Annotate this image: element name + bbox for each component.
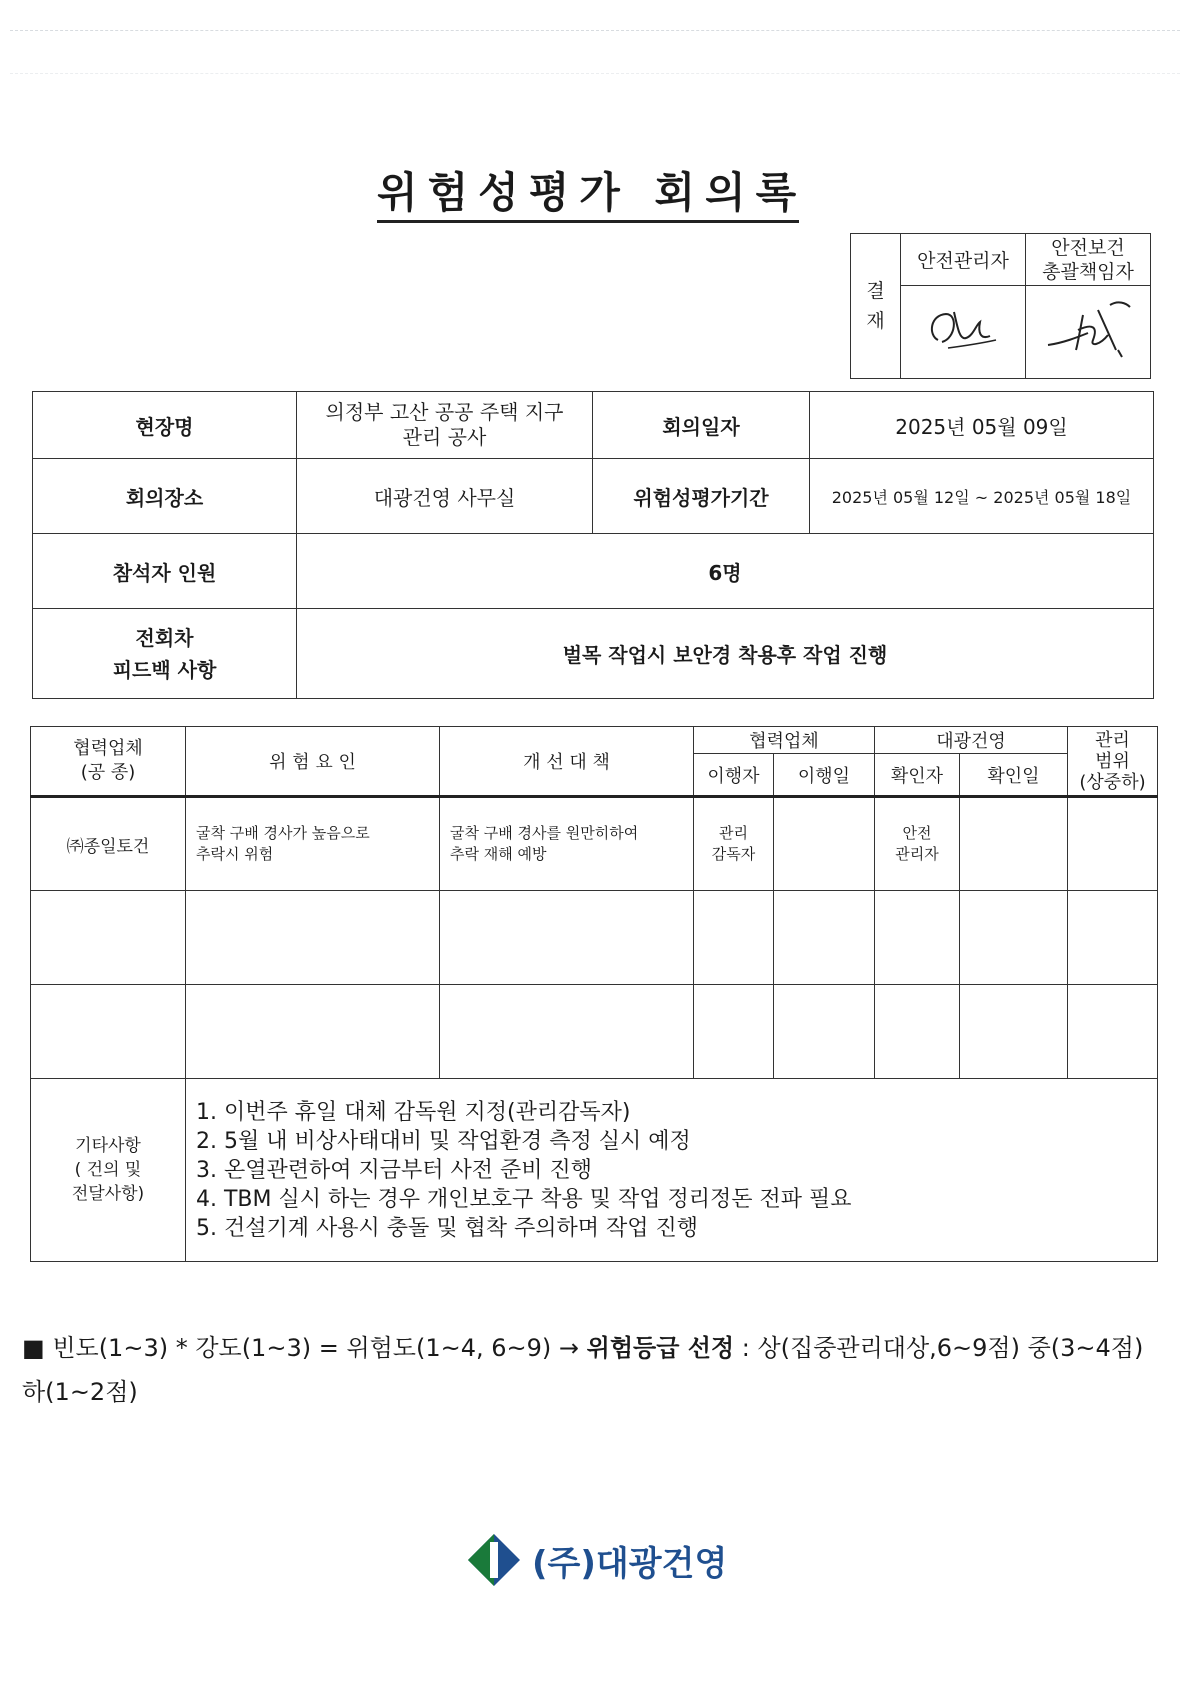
scope-cell xyxy=(1068,797,1158,891)
legend-bold-label: 위험등급 선정 xyxy=(586,1334,735,1362)
empty-cell xyxy=(875,891,960,985)
empty-cell xyxy=(960,891,1068,985)
risk-factor-column-header: 위 험 요 인 xyxy=(186,727,440,797)
meeting-date-label: 회의일자 xyxy=(593,392,810,459)
note-item: 5. 건설기계 사용시 충돌 및 협착 주의하며 작업 진행 xyxy=(196,1215,698,1241)
approval-box xyxy=(850,233,1151,379)
empty-cell xyxy=(774,891,875,985)
general-manager-signature xyxy=(1026,286,1151,379)
empty-cell xyxy=(186,985,440,1079)
document-title: 위험성평가 회의록 xyxy=(377,168,799,223)
meeting-place-label: 회의장소 xyxy=(33,459,297,534)
empty-cell xyxy=(1068,985,1158,1079)
empty-cell xyxy=(186,891,440,985)
management-scope-header: 관리 범위 (상중하) xyxy=(1068,727,1158,797)
improvement-cell: 굴착 구배 경사를 원만히하여 추락 재해 예방 xyxy=(440,797,694,891)
table-row xyxy=(31,797,1158,891)
checker-header: 확인자 xyxy=(875,754,960,797)
check-date-cell xyxy=(960,797,1068,891)
meeting-place-value: 대광건영 사무실 xyxy=(297,459,593,534)
note-item: 1. 이번주 휴일 대체 감독원 지정(관리감독자) xyxy=(196,1099,631,1125)
company-logo xyxy=(466,1530,727,1590)
empty-cell xyxy=(774,985,875,1079)
partner-column-header: 협력업체 (공 종) xyxy=(31,727,186,797)
meeting-info-table xyxy=(32,391,1154,699)
note-item: 3. 온열관련하여 지금부터 사전 준비 진행 xyxy=(196,1157,592,1183)
empty-cell xyxy=(31,891,186,985)
check-date-header: 확인일 xyxy=(960,754,1068,797)
performer-cell: 관리 감독자 xyxy=(694,797,774,891)
risk-assessment-table xyxy=(30,726,1158,1262)
empty-cell xyxy=(960,985,1068,1079)
daekwang-group-header: 대광건영 xyxy=(875,727,1068,754)
site-name-value: 의정부 고산 공공 주택 지구 관리 공사 xyxy=(297,392,593,459)
checker-cell: 안전 관리자 xyxy=(875,797,960,891)
scan-edge-line xyxy=(10,73,1180,74)
empty-cell xyxy=(440,985,694,1079)
partner-cell: ㈜종일토건 xyxy=(31,797,186,891)
risk-factor-cell: 굴착 구배 경사가 높음으로 추락시 위험 xyxy=(186,797,440,891)
improvement-column-header: 개 선 대 책 xyxy=(440,727,694,797)
safety-manager-signature xyxy=(901,286,1026,379)
legend-grades: : 상(집중관리대상,6~9점) 중(3~4점) 하(1~2점) xyxy=(22,1334,1144,1406)
empty-cell xyxy=(875,985,960,1079)
approval-safety-manager-header: 안전관리자 xyxy=(901,234,1026,286)
logo-text: (주)대광건영 xyxy=(532,1543,728,1584)
empty-cell xyxy=(31,985,186,1079)
meeting-date-value: 2025년 05월 09일 xyxy=(810,392,1154,459)
note-item: 4. TBM 실시 하는 경우 개인보호구 착용 및 작업 정리정돈 전파 필요 xyxy=(196,1186,852,1212)
perform-date-header: 이행일 xyxy=(774,754,875,797)
perform-date-cell xyxy=(774,797,875,891)
attendees-label: 참석자 인원 xyxy=(33,534,297,609)
attendees-value: 6명 xyxy=(297,534,1154,609)
approval-side-label: 결 재 xyxy=(851,234,901,379)
empty-cell xyxy=(440,891,694,985)
performer-header: 이행자 xyxy=(694,754,774,797)
feedback-value: 벌목 작업시 보안경 착용후 작업 진행 xyxy=(297,609,1154,699)
diamond-logo-icon xyxy=(466,1532,522,1588)
assessment-period-label: 위험성평가기간 xyxy=(593,459,810,534)
notes-content xyxy=(186,1079,1158,1262)
square-bullet-icon: ■ xyxy=(22,1334,45,1362)
note-item: 2. 5월 내 비상사태대비 및 작업환경 측정 실시 예정 xyxy=(196,1128,691,1154)
approval-general-manager-header: 안전보건 총괄책임자 xyxy=(1026,234,1151,286)
risk-grade-legend xyxy=(22,1326,1172,1414)
scan-edge-line xyxy=(10,30,1180,31)
notes-label: 기타사항 ( 건의 및 전달사항) xyxy=(31,1079,186,1262)
partner-group-header: 협력업체 xyxy=(694,727,875,754)
empty-cell xyxy=(1068,891,1158,985)
empty-cell xyxy=(694,891,774,985)
table-row xyxy=(31,985,1158,1079)
empty-cell xyxy=(694,985,774,1079)
feedback-label: 전회차 피드백 사항 xyxy=(33,609,297,699)
table-row xyxy=(31,891,1158,985)
site-name-label: 현장명 xyxy=(33,392,297,459)
assessment-period-value: 2025년 05월 12일 ~ 2025년 05월 18일 xyxy=(810,459,1154,534)
legend-formula: 빈도(1~3) * 강도(1~3) = 위험도(1~4, 6~9) → xyxy=(52,1334,580,1362)
